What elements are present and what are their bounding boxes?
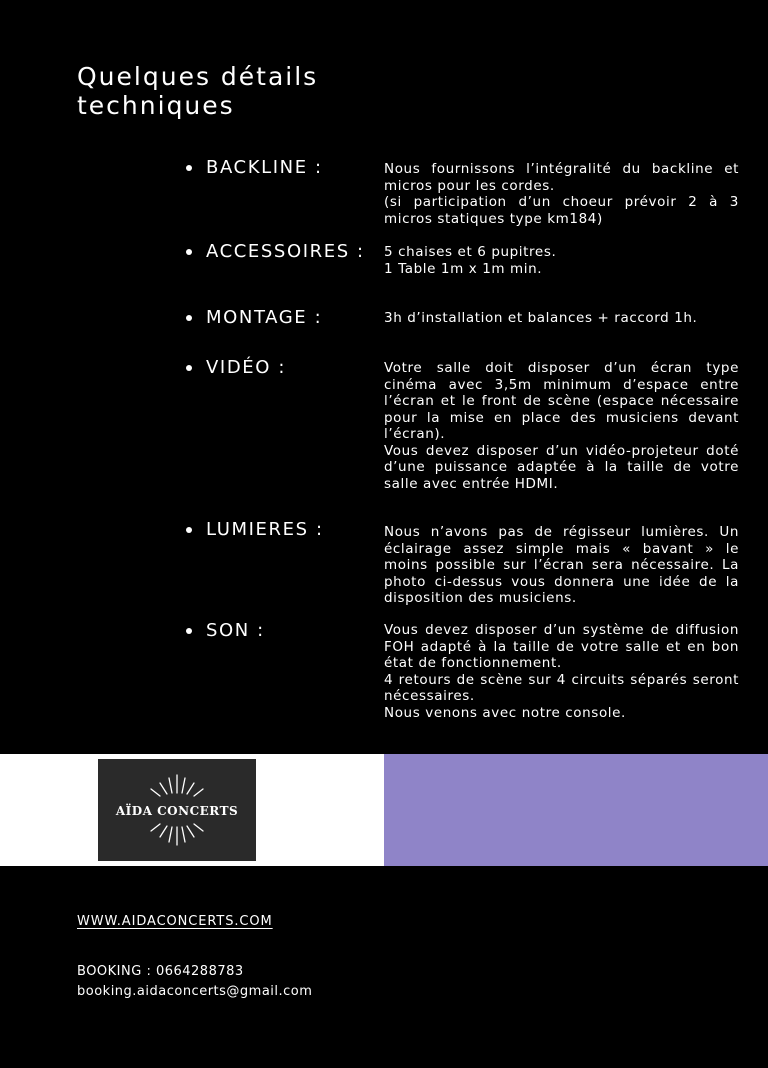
bullet-icon: [186, 628, 192, 634]
logo-text: AÏDA CONCERTS: [115, 804, 239, 818]
website-link[interactable]: WWW.AIDACONCERTS.COM: [77, 914, 273, 929]
description-paragraph: Vous devez disposer d’un vidéo-projeteur doté d’une puissance adaptée à la taille de votre salle avec entrée HDMI.: [384, 442, 739, 492]
description-paragraph: Nous n’avons pas de régisseur lumières. Un éclairage assez simple mais « bavant » le moins possible sur l’écran sera nécessaire. La photo ci-dessus vous donnera une idée de la disposition des musiciens.: [384, 524, 739, 606]
booking-phone: BOOKING : 0664288783: [77, 964, 244, 979]
page-title-line-2: techniques: [77, 91, 235, 120]
bullet-icon: [186, 249, 192, 255]
section-description-video: [384, 360, 739, 492]
description-paragraph: 5 chaises et 6 pupitres.: [384, 244, 557, 260]
section-description-accessoires: [384, 244, 739, 277]
section-label-montage: MONTAGE :: [206, 307, 323, 328]
aida-concerts-logo: [98, 759, 256, 861]
section-description-montage: [384, 310, 739, 327]
page-title: [77, 62, 318, 120]
purple-band: [384, 754, 768, 866]
description-paragraph: (si participation d’un choeur prévoir 2 à 3 micros statiques type km184): [384, 194, 739, 227]
section-label-lumieres: LUMIERES :: [206, 519, 324, 540]
section-label-video: VIDÉO :: [206, 357, 287, 378]
description-paragraph: Votre salle doit disposer d’un écran type cinéma avec 3,5m minimum d’espace entre l’écran et le front de scène (espace nécessaire pour la mise en place des musiciens devant l’écran).: [384, 360, 739, 442]
section-label-son: SON :: [206, 620, 265, 641]
description-paragraph: Nous fournissons l’intégralité du backline et micros pour les cordes.: [384, 161, 739, 194]
section-description-son: [384, 622, 739, 721]
description-paragraph: Vous devez disposer d’un système de diffusion FOH adapté à la taille de votre salle et en bon état de fonctionnement.: [384, 622, 739, 671]
bullet-icon: [186, 527, 192, 533]
section-label-backline: BACKLINE :: [206, 157, 323, 178]
description-paragraph: Nous venons avec notre console.: [384, 704, 626, 721]
bullet-icon: [186, 365, 192, 371]
booking-email[interactable]: booking.aidaconcerts@gmail.com: [77, 984, 313, 999]
bullet-icon: [186, 315, 192, 321]
bullet-icon: [186, 165, 192, 171]
section-description-lumieres: [384, 524, 739, 607]
section-label-accessoires: ACCESSOIRES :: [206, 241, 365, 262]
description-paragraph: 3h d’installation et balances + raccord 1h.: [384, 310, 698, 326]
section-description-backline: [384, 161, 739, 227]
description-paragraph: 1 Table 1m x 1m min.: [384, 260, 543, 277]
description-paragraph: 4 retours de scène sur 4 circuits séparés seront nécessaires.: [384, 671, 739, 704]
page-title-line-1: Quelques détails: [77, 62, 319, 91]
